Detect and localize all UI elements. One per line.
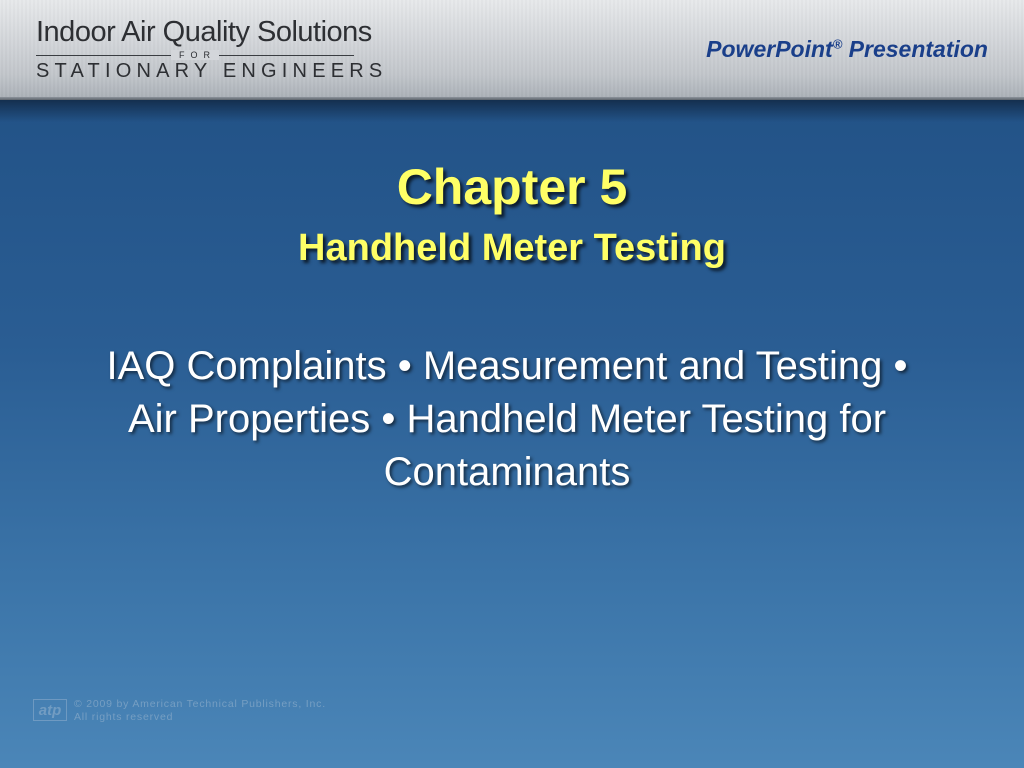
publisher-logo: atp — [33, 699, 67, 721]
presentation-label — [706, 36, 988, 63]
brand-logo — [36, 16, 388, 86]
logo-title: Indoor Air Quality Solutions — [36, 16, 372, 48]
presentation-label-rest: Presentation — [842, 36, 988, 62]
logo-for-text — [36, 50, 354, 60]
slide-subtitle: Handheld Meter Testing — [298, 227, 726, 269]
presentation-label-main: PowerPoint — [706, 36, 833, 62]
registered-mark: ® — [832, 36, 843, 52]
topics-list: IAQ Complaints • Measurement and Testing • Air Properties • Handheld Meter Testing for Contaminants — [106, 344, 908, 494]
copyright-notice — [74, 698, 326, 724]
copyright-line: © 2009 by American Technical Publishers, Inc. — [74, 698, 326, 710]
logo-for-label: FOR — [171, 50, 219, 60]
header-shadow — [0, 100, 1024, 122]
slide-title: Chapter 5 — [396, 159, 628, 215]
header-band — [0, 0, 1024, 100]
rights-line: All rights reserved — [74, 711, 174, 723]
logo-subtitle: STATIONARY ENGINEERS — [36, 60, 388, 82]
